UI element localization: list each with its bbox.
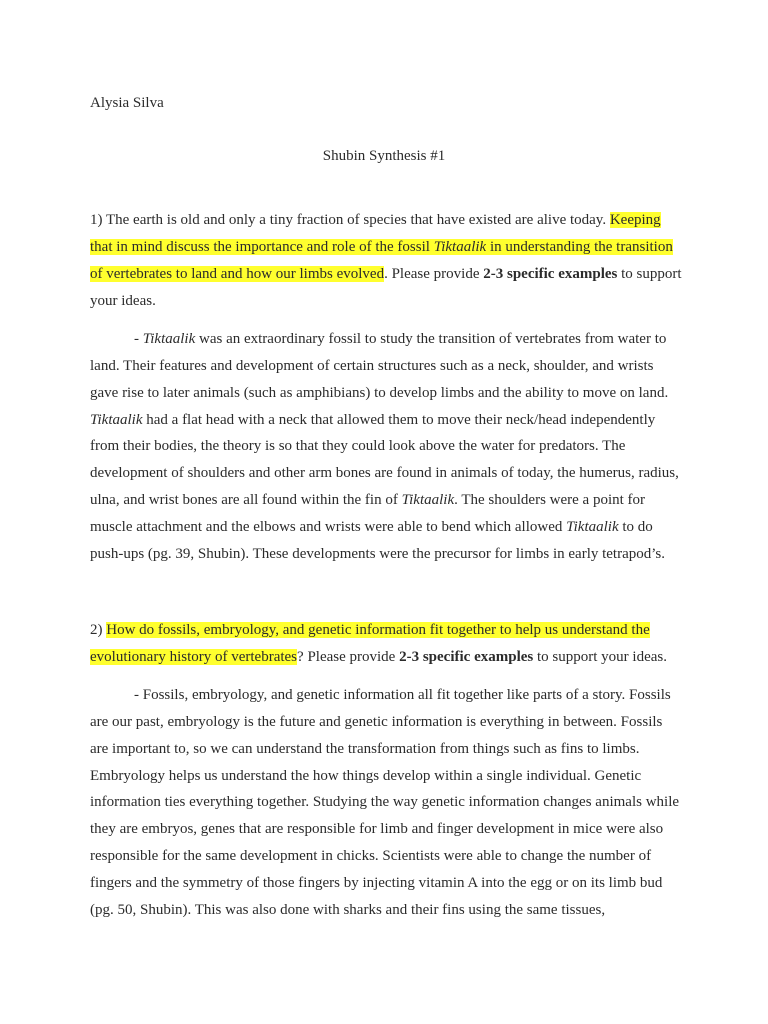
question-2 — [90, 617, 682, 671]
a1-sentence-4: to do push-ups (pg. 39, Shubin). These developments were the precursor for limbs in early tetrapod’s. — [90, 518, 666, 562]
q1-after: . Please provide — [384, 265, 480, 282]
a1-dash: - — [134, 331, 139, 347]
a1-sentence-2: had a flat head with a neck that allowed them to move their neck/head independently from their bodies, the theory is so that they could look above the water for predators. The development of shoulders and other arm bones are found in animals of today, the humerus, radius, ulna, and wrist bones are all found within the fin of — [90, 411, 679, 509]
a1-tiktaalik-1: Tiktaalik — [142, 331, 196, 347]
q1-highlight-italic: Tiktaalik — [433, 238, 487, 255]
q2-bold: 2-3 specific examples — [399, 648, 534, 665]
q2-end: to support your ideas. — [536, 648, 667, 665]
q2-number: 2) — [90, 622, 103, 638]
document-title: Shubin Synthesis #1 — [322, 148, 446, 164]
a1-tiktaalik-3: Tiktaalik — [401, 492, 455, 509]
q1-bold: 2-3 specific examples — [483, 265, 618, 282]
q1-end: to support your ideas. — [90, 265, 682, 309]
q1-highlight-a: Keeping that in mind discuss the importance and role of the fossil — [90, 212, 661, 255]
a1-tiktaalik-2: Tiktaalik — [90, 411, 143, 428]
q1-number: 1) — [90, 212, 103, 228]
a1-tiktaalik-4: Tiktaalik — [566, 518, 619, 535]
answer-1 — [90, 326, 682, 568]
q2-after: ? Please provide — [297, 648, 396, 665]
q1-highlight-b: in understanding the transition of vertebrates to land and how our limbs evolved — [90, 238, 673, 282]
a2-text: Fossils, embryology, and genetic information all fit together like parts of a story. Fossils are our past, embryology is the future and genetic information is everything in between. Fossils are important to, so we can understand the transformation from things such as fins to limbs. Embryology helps us understand the how things develop within a single individual. Genetic information ties everything together. Studying the way genetic information changes animals while they are embryos, genes that are responsible for limb and finger development in mice were also responsible for the same development in chicks. Scientists were able to change the number of fingers and the symmetry of those fingers by injecting vitamin A into the egg or on its limb bud (pg. 50, Shubin). This was also done with sharks and their fins using the same tissues, — [90, 687, 680, 918]
a2-dash: - — [134, 687, 139, 703]
author-name: Alysia Silva — [90, 95, 164, 111]
q2-highlight: How do fossils, embryology, and genetic information fit together to help us understand the evolutionary history of vertebrates — [90, 622, 650, 665]
answer-2 — [90, 682, 682, 924]
a1-sentence-1: was an extraordinary fossil to study the transition of vertebrates from water to land. Their features and development of certain structures such as a neck, shoulder, and wrists gave rise to later animals (such as amphibians) to develop limbs and the ability to move on land. — [90, 331, 669, 401]
question-1 — [90, 207, 682, 314]
q1-intro: The earth is old and only a tiny fraction of species that have existed are alive today. — [105, 212, 607, 228]
a1-sentence-3: . The shoulders were a point for muscle attachment and the elbows and wrists were able to bend which allowed — [90, 492, 646, 535]
